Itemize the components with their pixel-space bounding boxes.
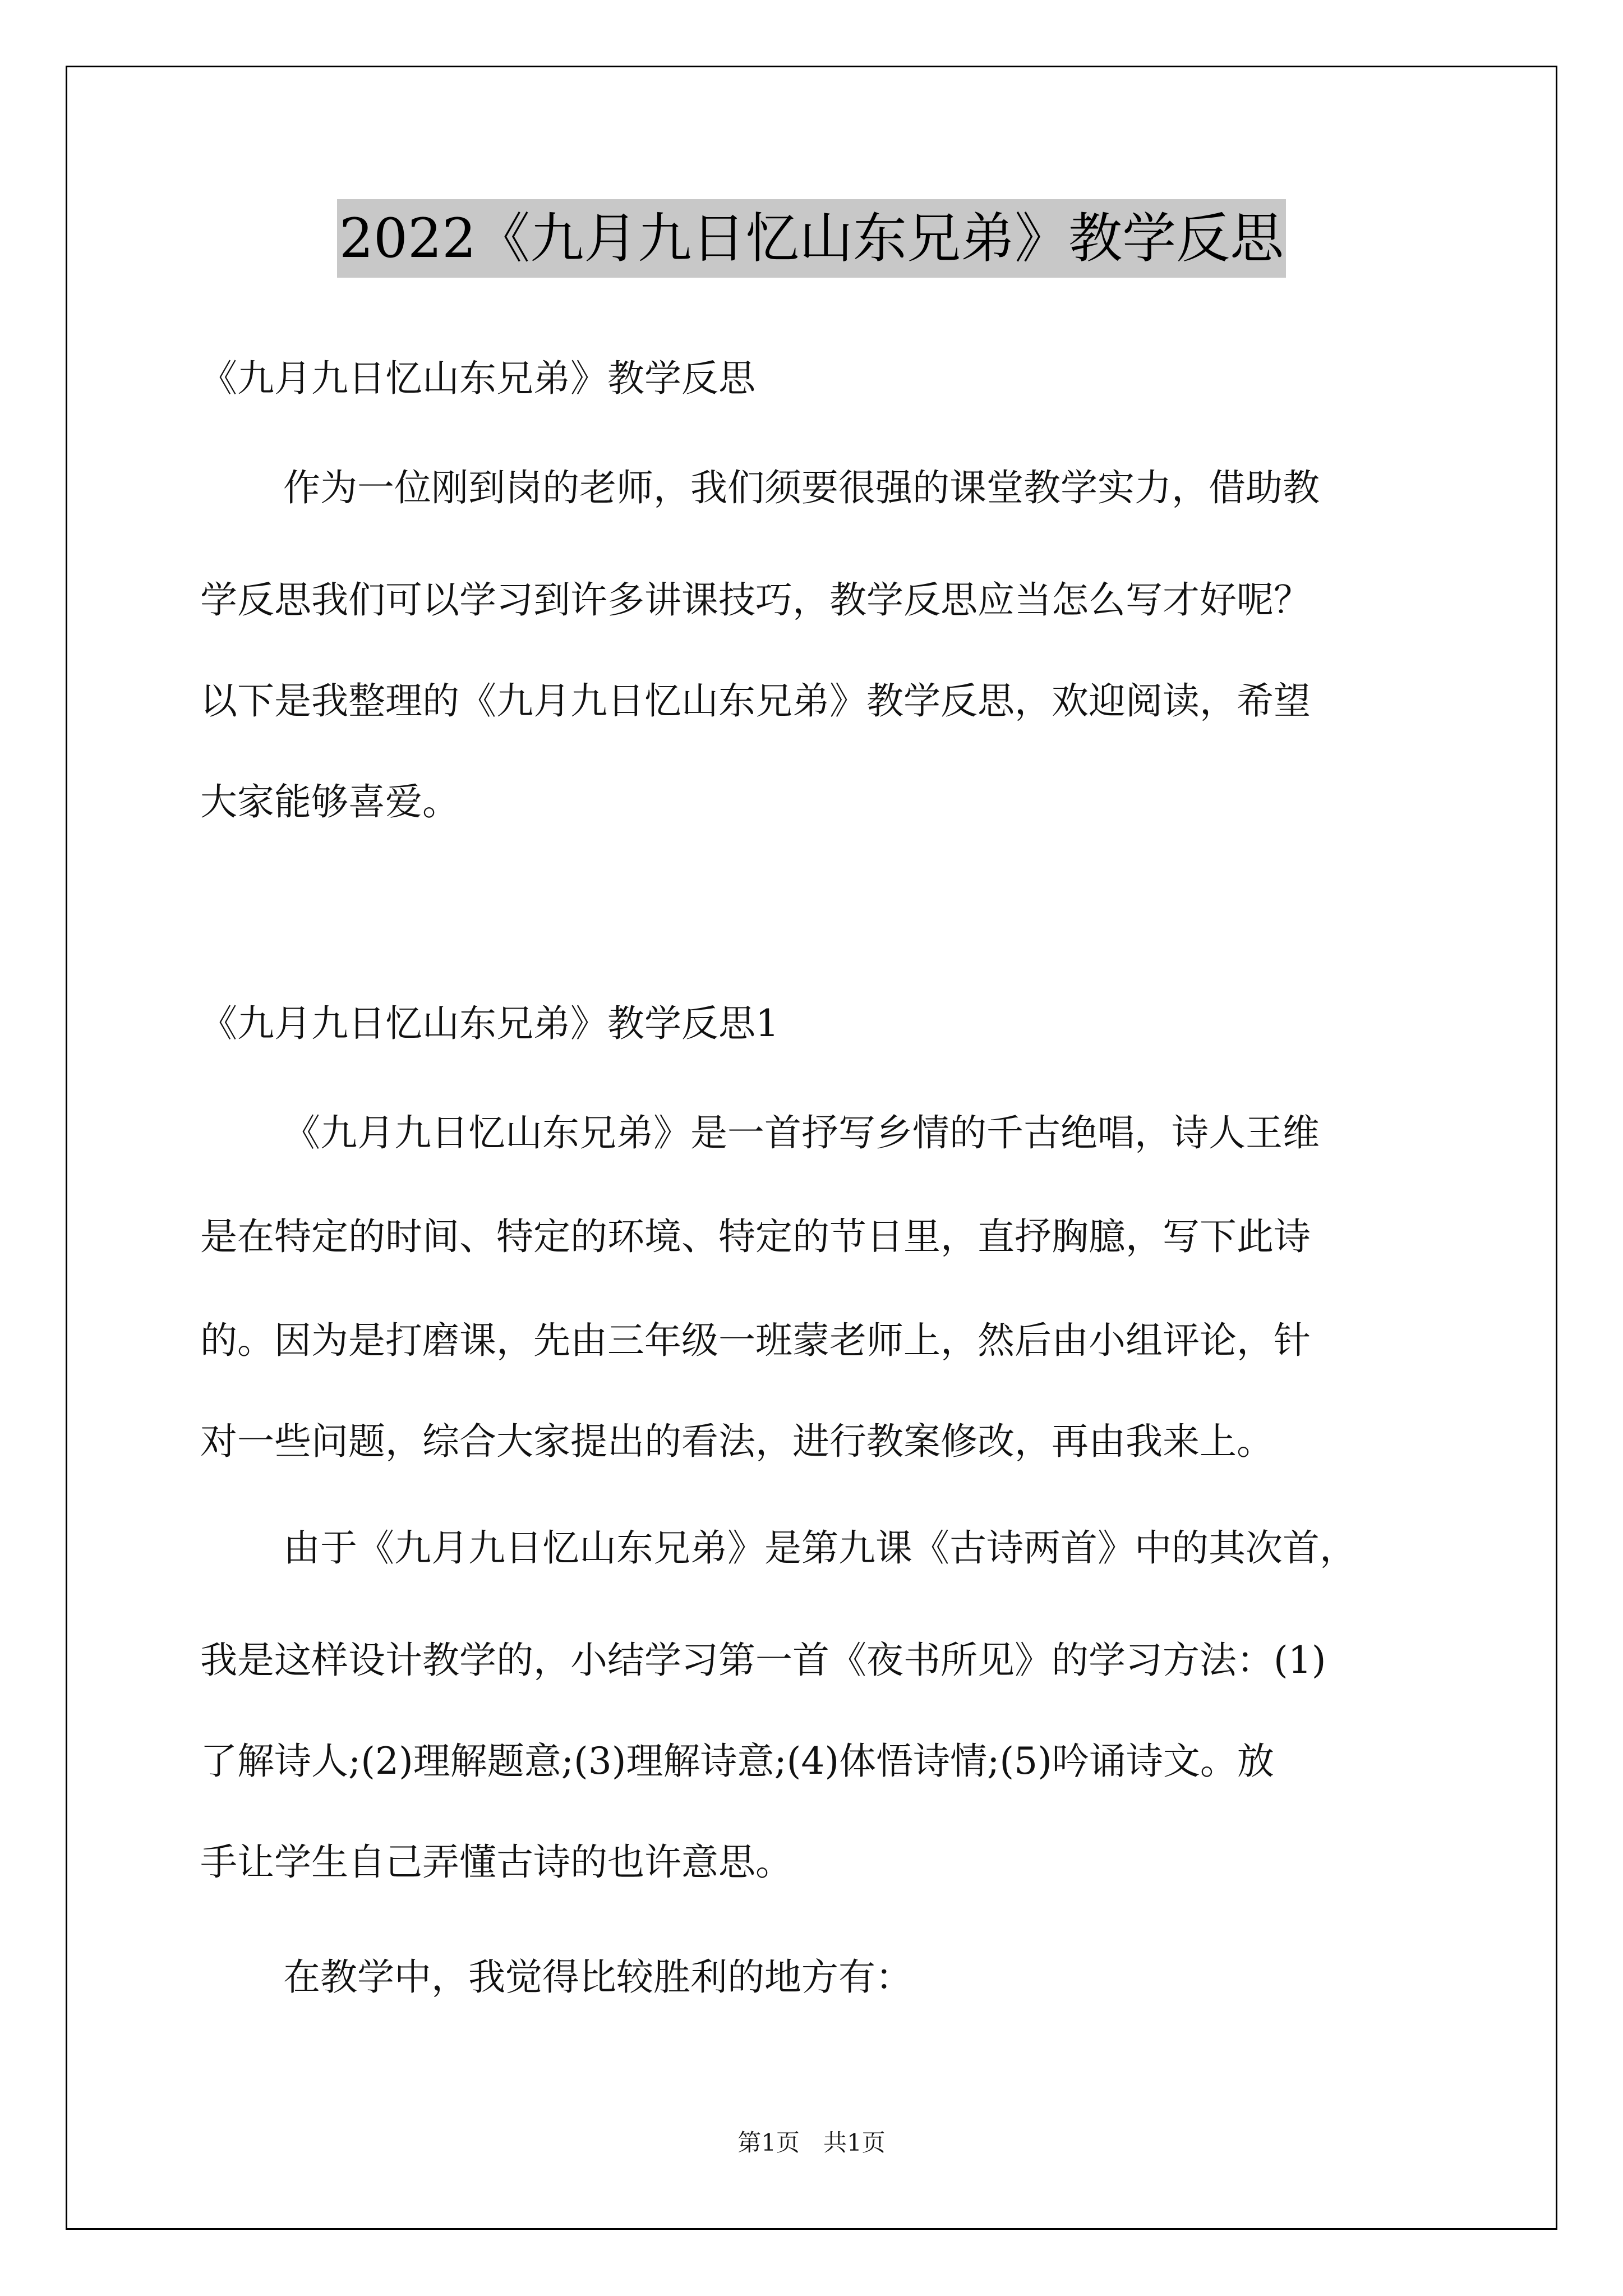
para1-line-4: 对一些问题，综合大家提出的看法，进行教案修改，再由我来上。	[200, 1420, 1274, 1463]
para2-line-2: 我是这样设计教学的，小结学习第一首《夜书所见》的学习方法：(1)	[200, 1639, 1326, 1682]
document-title: 2022《九月九日忆山东兄弟》教学反思	[337, 199, 1286, 278]
section-heading: 《九月九日忆山东兄弟》教学反思1	[200, 1002, 779, 1045]
para3-line-1: 在教学中，我觉得比较胜利的地方有：	[283, 1955, 912, 1999]
intro-line-1: 作为一位刚到岗的老师，我们须要很强的课堂教学实力，借助教	[283, 466, 1320, 509]
para1-line-1: 《九月九日忆山东兄弟》是一首抒写乡情的千古绝唱，诗人王维	[283, 1111, 1320, 1154]
intro-line-4: 大家能够喜爱。	[200, 780, 459, 823]
para2-line-3: 了解诗人;(2)理解题意;(3)理解诗意;(4)体悟诗情;(5)吟诵诗文。放	[200, 1740, 1274, 1783]
intro-line-2: 学反思我们可以学习到许多讲课技巧，教学反思应当怎么写才好呢？	[200, 578, 1311, 622]
page-footer: 第1页 共1页	[737, 2129, 886, 2156]
para2-line-1: 由于《九月九日忆山东兄弟》是第九课《古诗两首》中的其次首，	[283, 1526, 1357, 1570]
intro-line-3: 以下是我整理的《九月九日忆山东兄弟》教学反思，欢迎阅读，希望	[200, 679, 1311, 723]
para1-line-3: 的。因为是打磨课，先由三年级一班蒙老师上，然后由小组评论，针	[200, 1319, 1311, 1362]
title-area	[0, 199, 1623, 278]
document-heading: 《九月九日忆山东兄弟》教学反思	[200, 357, 755, 400]
para1-line-2: 是在特定的时间、特定的环境、特定的节日里，直抒胸臆，写下此诗	[200, 1215, 1311, 1258]
para2-line-4: 手让学生自己弄懂古诗的也许意思。	[200, 1841, 792, 1884]
